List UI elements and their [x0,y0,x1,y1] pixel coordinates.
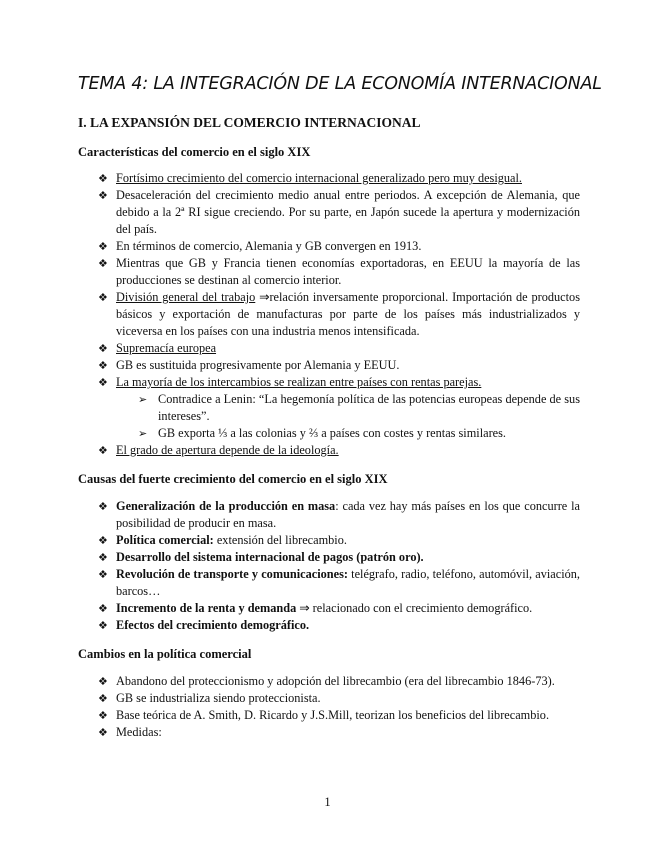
bullet-icon: ❖ [98,189,108,202]
bullet-icon: ❖ [98,726,108,739]
bullet-icon: ❖ [98,240,108,253]
arrow-icon: ➢ [138,427,148,440]
caracteristicas-list [98,170,580,459]
bullet-icon: ❖ [98,257,108,270]
bullet-icon: ❖ [98,692,108,705]
bullet-icon: ❖ [98,359,108,372]
list-item: ❖ La mayoría de los intercambios se realizan entre países con rentas parejas. ➢ Contradice a Lenin: “La hegemonía política de las potencias europeas depende de sus intereses”. ➢ GB exporta ⅓ a las colonias y ⅔ a países con costes y rentas similares. [98,375,580,440]
list-item: ❖ El grado de apertura depende de la ideología. [98,443,339,457]
list-item: ❖ Generalización de la producción en masa: cada vez hay más países en los que concurre la posibilidad de producir en masa. [98,499,580,530]
list-item: ❖ Desarrollo del sistema internacional de pagos (patrón oro). [98,550,424,564]
list-item: ❖ Abandono del proteccionismo y adopción del librecambio (era del librecambio 1846-73). [98,674,555,688]
subsection-heading-causas: Causas del fuerte crecimiento del comercio en el siglo XIX [78,472,388,486]
section-heading: I. LA EXPANSIÓN DEL COMERCIO INTERNACIONAL [78,115,421,130]
list-item: ❖ GB es sustituida progresivamente por Alemania y EEUU. [98,358,400,372]
sub-list-item: ➢ GB exporta ⅓ a las colonias y ⅔ a países con costes y rentas similares. [138,426,506,440]
bullet-icon: ❖ [98,444,108,457]
list-item: ❖ Supremacía europea [98,341,217,355]
list-item: ❖ Incremento de la renta y demanda ⇒ relacionado con el crecimiento demográfico. [98,601,533,615]
bullet-icon: ❖ [98,602,108,615]
sub-list-item: ➢ Contradice a Lenin: “La hegemonía política de las potencias europeas depende de sus intereses”. [138,392,580,423]
sub-list [116,391,580,442]
bullet-icon: ❖ [98,534,108,547]
bullet-icon: ❖ [98,172,108,185]
list-item: ❖ Efectos del crecimiento demográfico. [98,618,310,632]
list-item: ❖ Revolución de transporte y comunicaciones: telégrafo, radio, teléfono, automóvil, aviación, barcos… [98,567,580,598]
cambios-list [98,673,580,741]
bullet-icon: ❖ [98,568,108,581]
arrow-icon: ➢ [138,393,148,406]
bullet-icon: ❖ [98,342,108,355]
bullet-icon: ❖ [98,376,108,389]
document-title: TEMA 4: LA INTEGRACIÓN DE LA ECONOMÍA INTERNACIONAL [78,74,602,94]
bullet-icon: ❖ [98,291,108,304]
list-item: ❖ Mientras que GB y Francia tienen economías exportadoras, en EEUU la mayoría de las producciones se destinan al comercio interior. [98,256,580,287]
bullet-icon: ❖ [98,619,108,632]
list-item: ❖ Desaceleración del crecimiento medio anual entre periodos. A excepción de Alemania, que debido a la 2ª RI sigue creciendo. Por su parte, en Japón sucede la apertura y modernización del país. [98,188,580,236]
list-item: ❖ Base teórica de A. Smith, D. Ricardo y J.S.Mill, teorizan los beneficios del librecambio. [98,708,550,722]
list-item: ❖ Política comercial: extensión del librecambio. [98,533,347,547]
subsection-heading-cambios: Cambios en la política comercial [78,647,252,661]
list-item: ❖ En términos de comercio, Alemania y GB convergen en 1913. [98,239,422,253]
page-number: 1 [324,795,331,809]
bullet-icon: ❖ [98,500,108,513]
bullet-icon: ❖ [98,675,108,688]
list-item: ❖ GB se industrializa siendo proteccionista. [98,691,321,705]
causas-list [98,498,580,634]
subsection-heading-caracteristicas: Características del comercio en el siglo XIX [78,145,311,159]
list-item: ❖ División general del trabajo ⇒relación inversamente proporcional. Importación de productos básicos y exportación de manufacturas por parte de los países más industrializados y viceversa en los países con una industria menos intensificada. [98,290,580,338]
list-item: ❖ Medidas: [98,725,162,739]
list-item: ❖ Fortísimo crecimiento del comercio internacional generalizado pero muy desigual. [98,171,522,185]
bullet-icon: ❖ [98,709,108,722]
bullet-icon: ❖ [98,551,108,564]
